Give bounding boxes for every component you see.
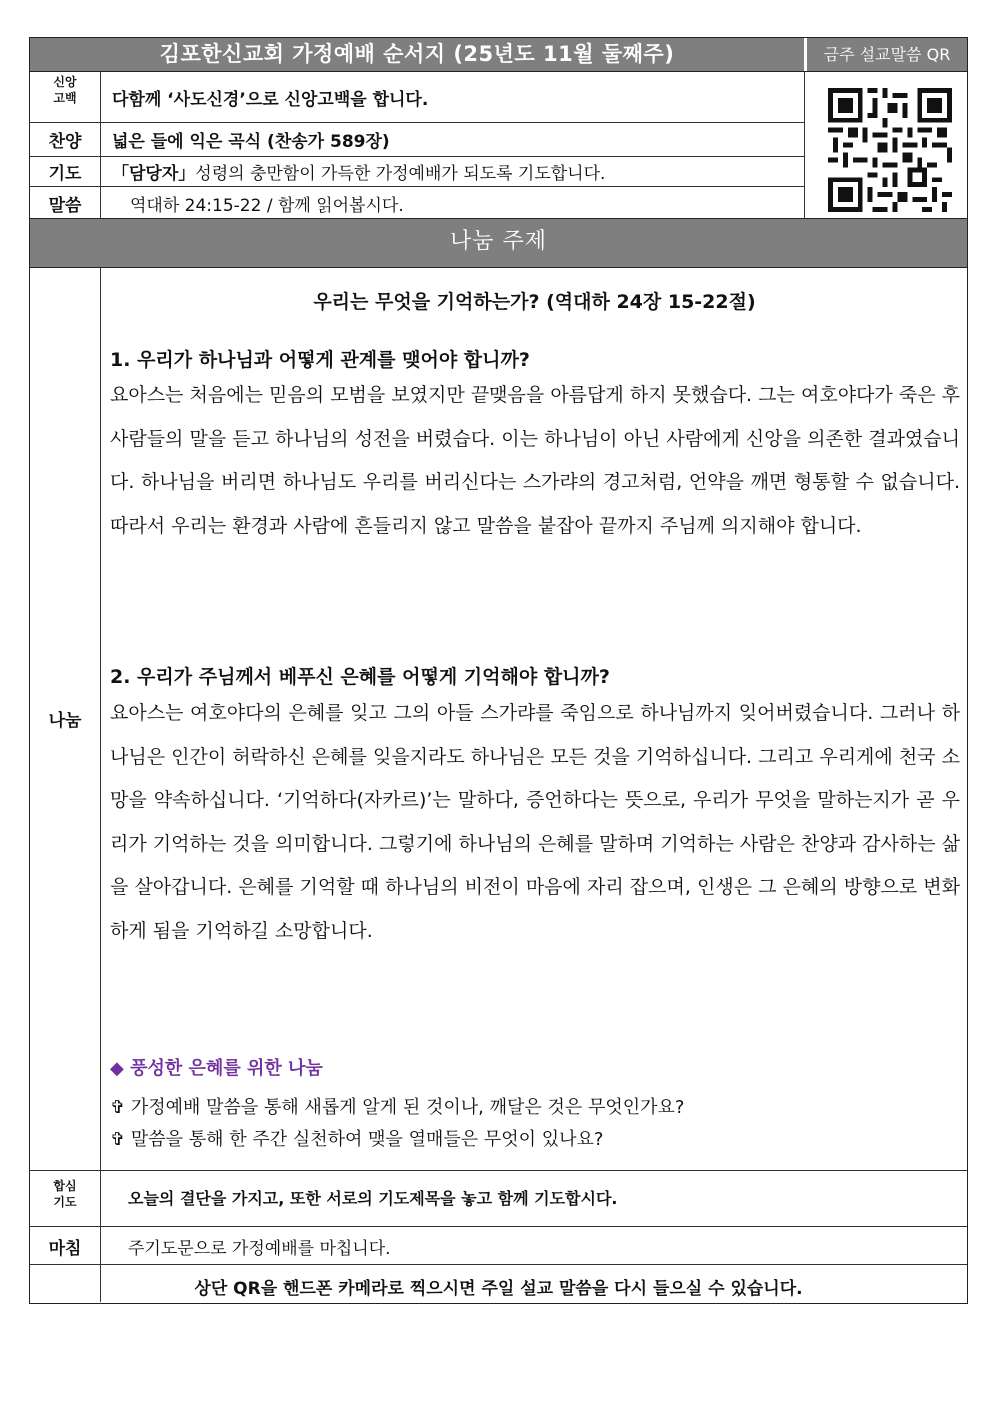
prayer-label: 기도 bbox=[48, 164, 82, 184]
label-column-divider bbox=[100, 268, 101, 1302]
row-divider bbox=[30, 1264, 967, 1265]
prayer-text bbox=[112, 159, 605, 184]
share-item-text: 말씀을 통해 한 주간 실천하여 맺을 열매들은 무엇이 있나요? bbox=[130, 1129, 604, 1150]
creed-text: 다함께 ‘사도신경’으로 신앙고백을 합니다. bbox=[112, 90, 429, 110]
hymn-text: 넓은 들에 익은 곡식 (찬송가 589장) bbox=[112, 132, 390, 152]
share-item bbox=[110, 1093, 684, 1119]
qr-column-divider bbox=[804, 72, 805, 218]
qr-label: 금주 설교말씀 QR bbox=[823, 45, 951, 64]
word-label: 말씀 bbox=[48, 196, 82, 216]
word-text: 역대하 24:15-22 / 함께 읽어봅시다. bbox=[130, 196, 404, 216]
closing-prayer-label-line1: 합심 bbox=[53, 1179, 77, 1193]
section-band: 나눔 주제 bbox=[30, 218, 967, 268]
prayer-body: 성령의 충만함이 가득한 가정예배가 되도록 기도합니다. bbox=[195, 164, 606, 184]
row-divider bbox=[30, 186, 805, 187]
prayer-leader: 「담당자」 bbox=[112, 164, 196, 184]
row-divider bbox=[30, 156, 805, 157]
question-2: 2. 우리가 주님께서 베푸신 은혜를 어떻게 기억해야 합니까? bbox=[110, 666, 610, 688]
row-divider bbox=[30, 122, 805, 123]
creed-label-line1: 신앙 bbox=[53, 75, 77, 89]
page-title: 김포한신교회 가정예배 순서지 (25년도 11월 둘째주) bbox=[159, 42, 675, 66]
share-item-text: 가정예배 말씀을 통해 새롭게 알게 된 것이나, 깨달은 것은 무엇인가요? bbox=[130, 1097, 685, 1118]
share-heading bbox=[110, 1054, 323, 1080]
closing-prayer-label bbox=[30, 1178, 100, 1210]
creed-label-line2: 고백 bbox=[53, 91, 77, 105]
closing-prayer-text: 오늘의 결단을 가지고, 또한 서로의 기도제목을 놓고 함께 기도합시다. bbox=[128, 1189, 618, 1208]
paragraph-2: 요아스는 여호야다의 은혜를 잊고 그의 아들 스가랴를 죽임으로 하나님까지 잊어버렸습니다. 그러나 하나님은 인간이 허락하신 은혜를 잊을지라도 하나님은 모든 것을 기억하십니다. 그리고 우리게에 천국 소망을 약속하십니다. ‘기억하다(자카르)’는 말하다, 증언하다는 뜻으로, 우리가 무엇을 말하는지가 곧 우리가 기억하는 것을 의미합니다. 그렇기에 하나님의 은혜를 말하며 기억하는 사람은 찬양과 감사하는 삶을 살아갑니다. 은혜를 기억할 때 하나님의 비전이 마음에 자리 잡으며, 인생은 그 은혜의 방향으로 변화하게 됨을 기억하길 소망합니다. bbox=[110, 702, 960, 942]
share-item bbox=[110, 1125, 603, 1151]
header-bar bbox=[30, 38, 967, 72]
label-column-divider bbox=[100, 72, 101, 218]
cross-icon: ✞ bbox=[110, 1129, 126, 1150]
cross-icon: ✞ bbox=[110, 1097, 126, 1118]
sharing-label: 나눔 bbox=[48, 711, 82, 731]
diamond-icon: ◆ bbox=[110, 1058, 124, 1079]
question-1: 1. 우리가 하나님과 어떻게 관계를 맺어야 합니까? bbox=[110, 349, 530, 371]
creed-label bbox=[30, 74, 100, 106]
qr-code-icon[interactable] bbox=[828, 88, 952, 212]
row-divider bbox=[30, 1170, 967, 1171]
ending-label: 마침 bbox=[48, 1239, 82, 1259]
share-heading-text: 풍성한 은혜를 위한 나눔 bbox=[130, 1058, 323, 1079]
closing-prayer-label-line2: 기도 bbox=[53, 1195, 77, 1209]
sharing-title: 우리는 무엇을 기억하는가? (역대하 24장 15-22절) bbox=[313, 291, 756, 313]
paragraph-1: 요아스는 처음에는 믿음의 모범을 보였지만 끝맺음을 아름답게 하지 못했습다. 그는 여호야다가 죽은 후 사람들의 말을 듣고 하나님의 성전을 버렸습다. 이는 하나님이 아닌 사람에게 신앙을 의존한 결과였습니다. 하나님을 버리면 하나님도 우리를 버리신다는 스가랴의 경고처럼, 언약을 깨면 형통할 수 없습니다. 따라서 우리는 환경과 사람에 흔들리지 않고 말씀을 붙잡아 끝까지 주님께 의지해야 합니다. bbox=[110, 384, 960, 537]
footer-note: 상단 QR을 핸드폰 카메라로 찍으시면 주일 설교 말씀을 다시 들으실 수 있습니다. bbox=[194, 1279, 803, 1299]
hymn-label: 찬양 bbox=[48, 132, 82, 152]
row-divider bbox=[30, 1226, 967, 1227]
ending-text: 주기도문으로 가정예배를 마칩니다. bbox=[128, 1239, 391, 1259]
worship-sheet bbox=[29, 37, 968, 1304]
